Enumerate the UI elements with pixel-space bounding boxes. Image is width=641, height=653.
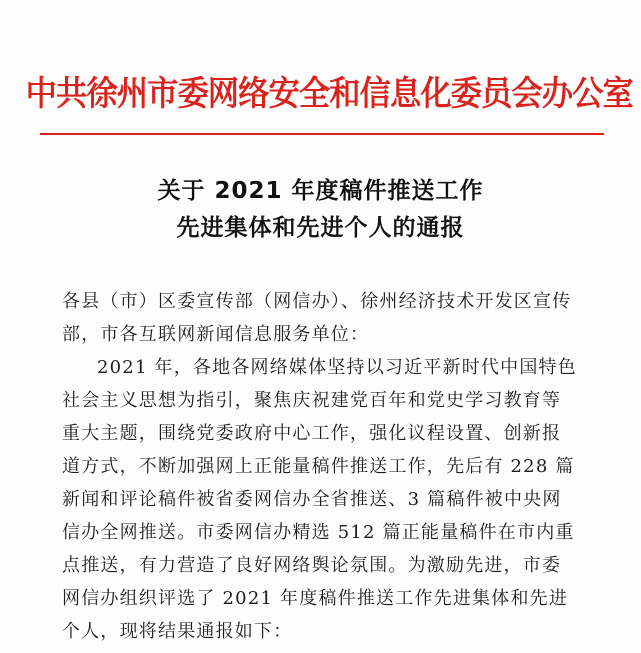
body-line: 网信办组织评选了 2021 年度稿件推送工作先进集体和先进	[62, 588, 569, 609]
document-title-line-2: 先进集体和先进个人的通报	[176, 215, 465, 241]
body-line: 新闻和评论稿件被省委网信办全省推送、3 篇稿件被中央网	[62, 489, 562, 510]
body-line: 重大主题，围绕党委政府中心工作，强化议程设置、创新报	[62, 423, 562, 444]
body-line: 点推送，有力营造了良好网络舆论氛围。为激励先进，市委	[62, 555, 562, 576]
body-line: 各县（市）区委宣传部（网信办）、徐州经济技术开发区宣传	[62, 291, 572, 312]
body-line: 社会主义思想为指引，聚焦庆祝建党百年和党史学习教育等	[62, 390, 562, 411]
red-separator-line	[40, 133, 604, 135]
issuing-organization-header: 中共徐州市委网络安全和信息化委员会办公室	[25, 74, 633, 114]
body-line: 道方式，不断加强网上正能量稿件推送工作，先后有 228 篇	[62, 456, 575, 477]
body-line: 部，市各互联网新闻信息服务单位：	[62, 324, 370, 345]
document-title-line-1: 关于 2021 年度稿件推送工作	[157, 178, 484, 204]
body-line: 个人，现将结果通报如下：	[62, 621, 293, 642]
body-line: 2021 年，各地各网络媒体坚持以习近平新时代中国特色	[97, 357, 577, 378]
body-line: 信办全网推送。市委网信办精选 512 篇正能量稿件在市内重	[62, 522, 575, 543]
